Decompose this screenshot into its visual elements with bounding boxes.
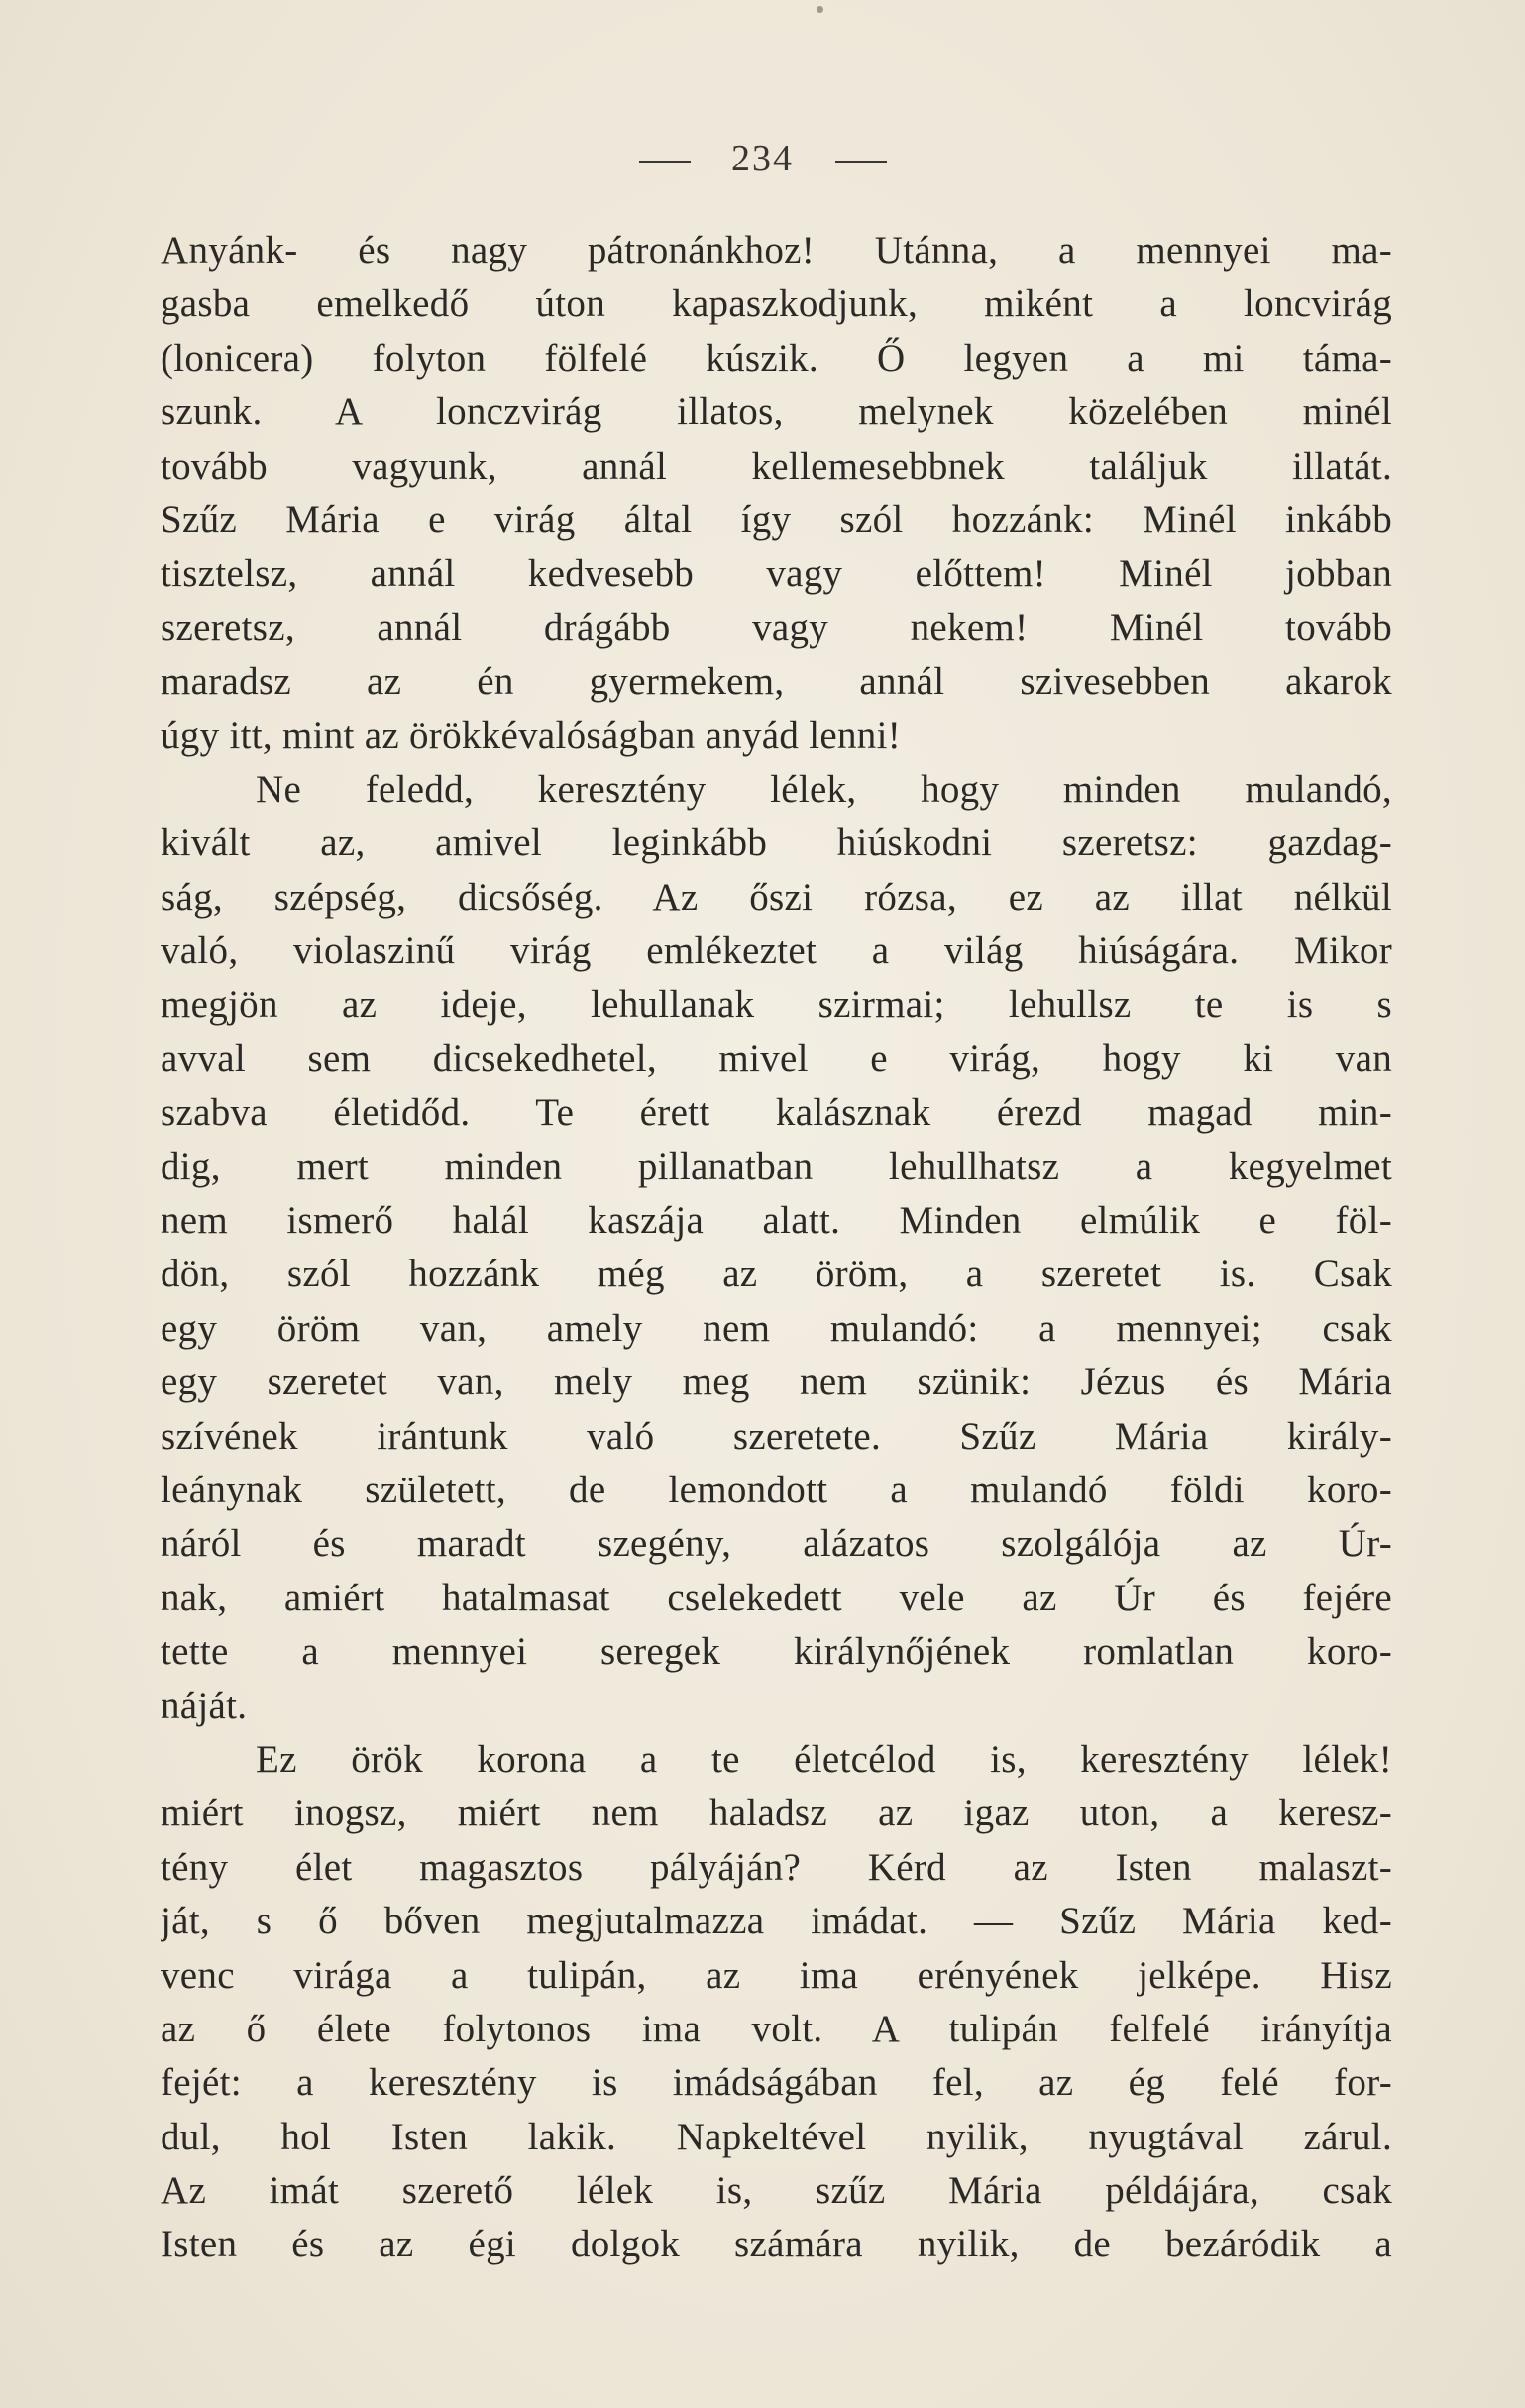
- text-line: szívének irántunk való szeretete. Szűz Mária király-: [161, 1414, 1392, 1458]
- page-number: 234: [731, 138, 794, 179]
- text-line: dig, mert minden pillanatban lehullhatsz a kegyelmet: [161, 1145, 1392, 1188]
- text-line: Ne feledd, keresztény lélek, hogy minden mulandó,: [256, 767, 1392, 811]
- ink-dot: [817, 6, 823, 13]
- text-line: való, violaszinű virág emlékeztet a világ hiúságára. Mikor: [161, 930, 1392, 973]
- text-line: maradsz az én gyermekem, annál szivesebben akarok: [161, 660, 1392, 704]
- text-line: ság, szépség, dicsőség. Az őszi rózsa, ez az illat nélkül: [161, 875, 1392, 919]
- text-line: venc virága a tulipán, az ima erényének jelképe. Hisz: [161, 1953, 1392, 1997]
- text-line: fejét: a keresztény is imádságában fel, az ég felé for-: [161, 2061, 1392, 2105]
- text-line: náját.: [161, 1684, 248, 1727]
- text-line: Isten és az égi dolgok számára nyilik, de bezáródik a: [161, 2223, 1392, 2266]
- text-line: egy öröm van, amely nem mulandó: a mennyei; csak: [161, 1306, 1392, 1350]
- text-line: gasba emelkedő úton kapaszkodjunk, miként a loncvirág: [161, 282, 1392, 326]
- text-line: kivált az, amivel leginkább hiúskodni szeretsz: gazdag-: [161, 821, 1392, 865]
- text-line: nem ismerő halál kaszája alatt. Minden elmúlik e föl-: [161, 1199, 1392, 1243]
- text-line: megjön az ideje, lehullanak szirmai; lehullsz te is s: [161, 983, 1392, 1027]
- text-line: tény élet magasztos pályáján? Kérd az Isten malaszt-: [161, 1845, 1392, 1889]
- header-dash-right: [835, 161, 887, 163]
- text-line: az ő élete folytonos ima volt. A tulipán felfelé irányítja: [161, 2007, 1392, 2050]
- text-line: miért inogsz, miért nem haladsz az igaz uton, a keresz-: [161, 1792, 1392, 1835]
- text-line: nak, amiért hatalmasat cselekedett vele az Úr és fejére: [161, 1576, 1392, 1619]
- text-line: leánynak született, de lemondott a mulandó földi koro-: [161, 1468, 1392, 1511]
- text-line: tisztelsz, annál kedvesebb vagy előttem! Minél jobban: [161, 552, 1392, 596]
- text-line: Ez örök korona a te életcélod is, keresztény lélek!: [256, 1737, 1392, 1781]
- body-text: [161, 224, 1392, 2272]
- text-line: Az imát szerető lélek is, szűz Mária példájára, csak: [161, 2169, 1392, 2213]
- text-line: úgy itt, mint az örökkévalóságban anyád lenni!: [161, 713, 902, 757]
- text-line: tovább vagyunk, annál kellemesebbnek találjuk illatát.: [161, 444, 1392, 488]
- text-line: tette a mennyei seregek királynőjének romlatlan koro-: [161, 1630, 1392, 1674]
- text-line: náról és maradt szegény, alázatos szolgálója az Úr-: [161, 1522, 1392, 1566]
- text-line: szeretsz, annál drágább vagy nekem! Minél tovább: [161, 605, 1392, 649]
- text-line: dul, hol Isten lakik. Napkeltével nyilik, nyugtával zárul.: [161, 2115, 1392, 2158]
- text-line: szunk. A lonczvirág illatos, melynek közelében minél: [161, 390, 1392, 434]
- text-line: szabva életidőd. Te érett kalásznak érezd magad min-: [161, 1091, 1392, 1135]
- text-line: ját, s ő bőven megjutalmazza imádat. — Szűz Mária ked-: [161, 1900, 1392, 1943]
- header-dash-left: [639, 161, 691, 163]
- text-line: Anyánk- és nagy pátronánkhoz! Utánna, a mennyei ma-: [161, 229, 1392, 272]
- text-line: dön, szól hozzánk még az öröm, a szeretet is. Csak: [161, 1253, 1392, 1296]
- text-line: Szűz Mária e virág által így szól hozzánk: Minél inkább: [161, 497, 1392, 541]
- text-line: egy szeretet van, mely meg nem szünik: Jézus és Mária: [161, 1361, 1392, 1404]
- text-line: avval sem dicsekedhetel, mivel e virág, hogy ki van: [161, 1037, 1392, 1080]
- text-line: (lonicera) folyton fölfelé kúszik. Ő legyen a mi táma-: [161, 336, 1392, 380]
- page-header: [0, 137, 1525, 180]
